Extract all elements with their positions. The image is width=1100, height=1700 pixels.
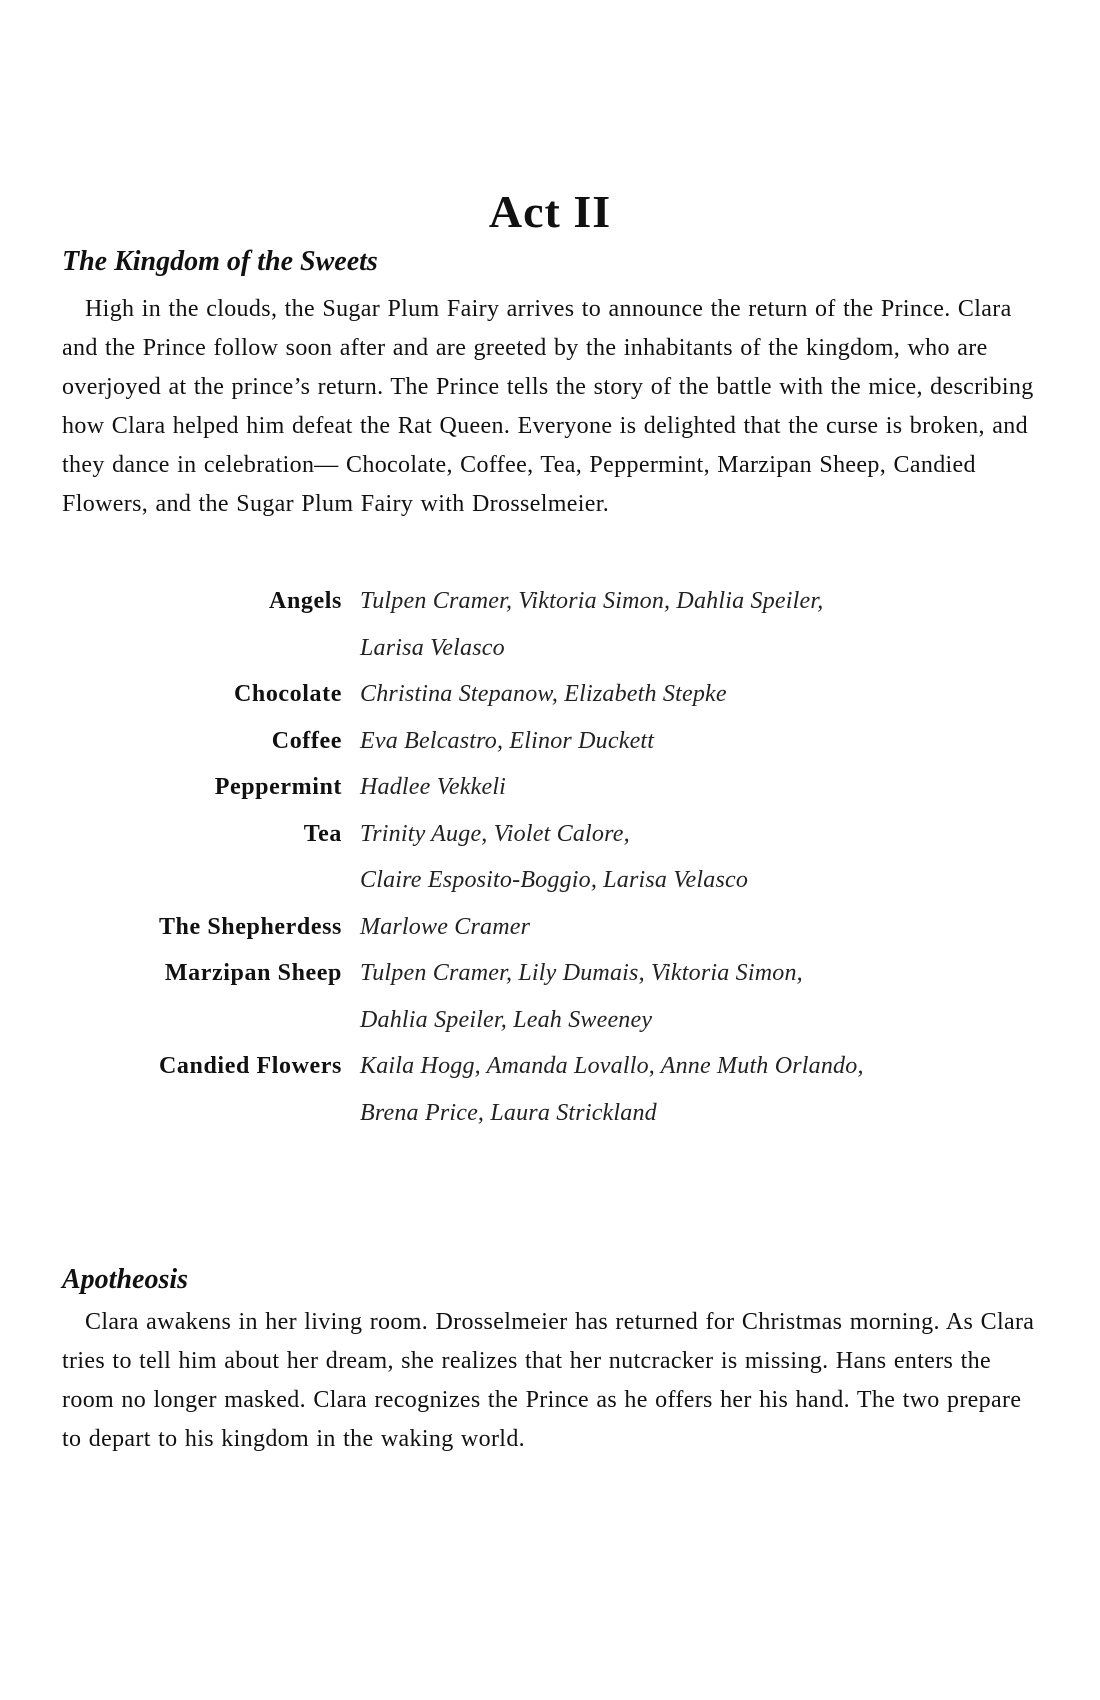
role-name: Chocolate <box>233 681 342 707</box>
dancer-line: Tulpen Cramer, Viktoria Simon, Dahlia Speiler, <box>360 588 824 614</box>
role-name: Coffee <box>271 727 342 754</box>
dancer-line: Hadlee Vekkeli <box>360 774 507 800</box>
section-heading-kingdom-of-sweets: The Kingdom of the Sweets <box>62 246 378 277</box>
dancer-names <box>360 764 960 811</box>
apotheosis-synopsis: Clara awakens in her living room. Drosselmeier has returned for Christmas morning. As Clara tries to tell him about her dream, she realizes that her nutcracker is missing. Hans enters the room no longer masked. Clara recognizes the Prince as he offers her his hand. The two prepare to depart to his kingdom in the waking world. <box>62 1309 1035 1452</box>
dancer-line: Kaila Hogg, Amanda Lovallo, Anne Muth Orlando, <box>360 1053 864 1079</box>
role-name: Tea <box>303 820 342 847</box>
dancer-line: Trinity Auge, Violet Calore, <box>360 820 630 847</box>
dancer-line: Dahlia Speiler, Leah Sweeney <box>360 1006 653 1033</box>
dancer-names <box>360 1043 960 1136</box>
role-name: The Shepherdess <box>158 913 342 940</box>
dancer-line: Brena Price, Laura Strickland <box>360 1099 657 1126</box>
dancer-line: Claire Esposito-Boggio, Larisa Velasco <box>360 867 749 893</box>
kingdom-of-sweets-synopsis: High in the clouds, the Sugar Plum Fairy arrives to announce the return of the Prince. Clara and the Prince follow soon after and are greeted by the inhabitants of the kingdom, who are overjoyed at the prince’s return. The Prince tells the story of the battle with the mice, describing how Clara helped him defeat the Rat Queen. Everyone is delighted that the curse is broken, and they dance in celebration— Chocolate, Coffee, Tea, Peppermint, Marzipan Sheep, Candied Flowers, and the Sugar Plum Fairy with Drosselmeier. <box>62 296 1034 517</box>
dancer-names <box>360 718 960 765</box>
cast-list <box>0 578 1100 1136</box>
cast-row <box>0 950 1100 1043</box>
dancer-line: Eva Belcastro, Elinor Duckett <box>360 727 655 754</box>
role-name: Angels <box>269 588 342 614</box>
dancer-line: Marlowe Cramer <box>360 913 531 940</box>
dancer-names <box>360 671 960 718</box>
role-name: Marzipan Sheep <box>164 960 342 986</box>
cast-row <box>0 764 1100 811</box>
cast-row <box>0 718 1100 765</box>
dancer-line: Tulpen Cramer, Lily Dumais, Viktoria Simon, <box>360 960 803 986</box>
dancer-names <box>360 904 960 951</box>
dancer-names <box>360 578 960 671</box>
role-name: Peppermint <box>214 774 342 800</box>
dancer-line: Larisa Velasco <box>360 634 505 661</box>
role-name: Candied Flowers <box>159 1053 342 1079</box>
dancer-names <box>360 811 960 904</box>
dancer-line: Christina Stepanow, Elizabeth Stepke <box>360 681 727 707</box>
cast-row <box>0 811 1100 904</box>
dancer-names <box>360 950 960 1043</box>
act-title: Act II <box>488 186 612 237</box>
cast-row <box>0 671 1100 718</box>
cast-row <box>0 904 1100 951</box>
cast-row <box>0 1043 1100 1136</box>
section-heading-apotheosis: Apotheosis <box>62 1264 189 1295</box>
cast-row <box>0 578 1100 671</box>
